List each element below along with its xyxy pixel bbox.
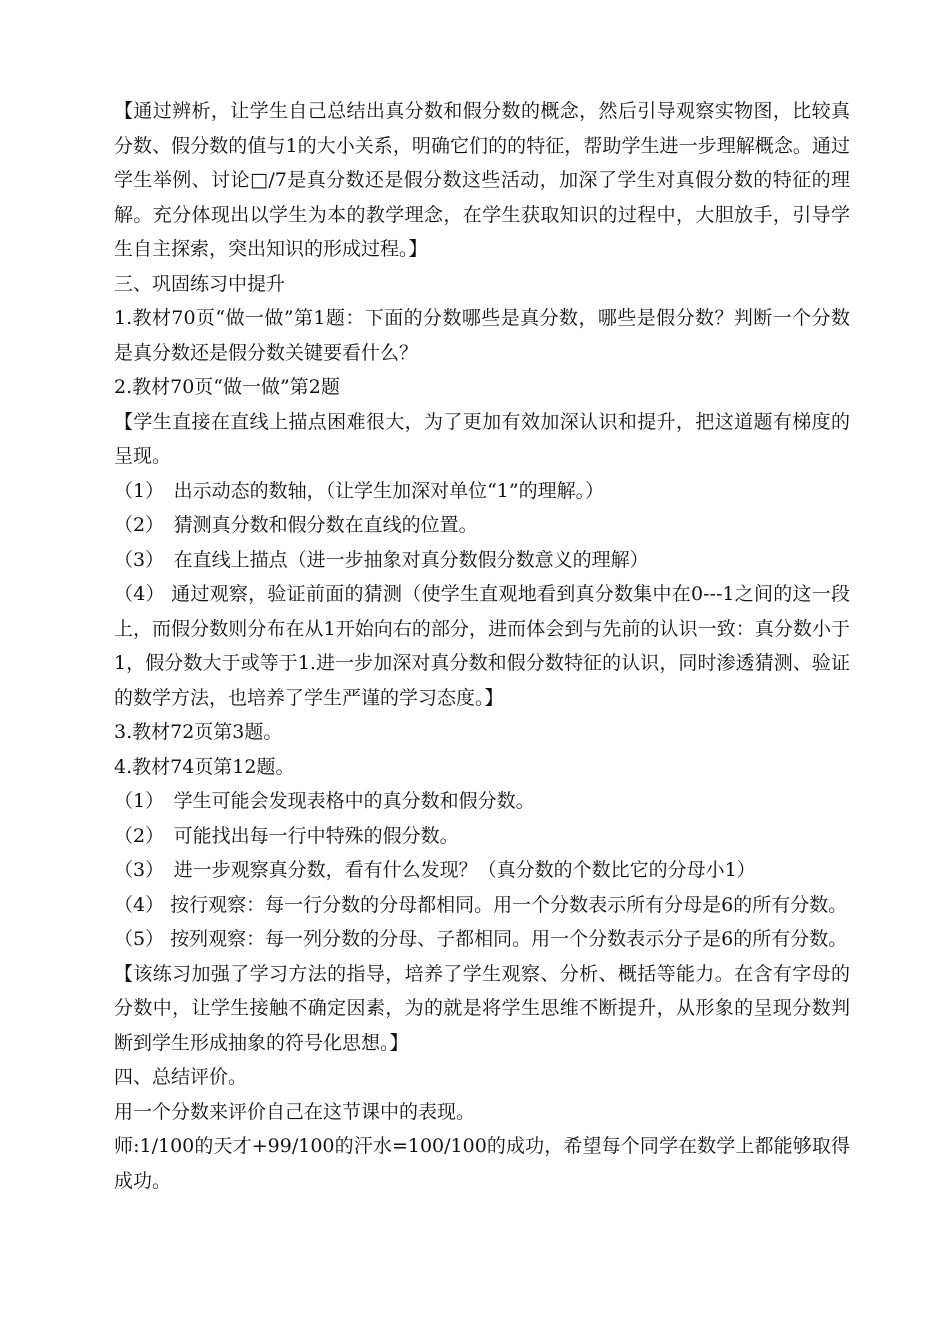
table-sub-item-4: （4） 按行观察：每一行分数的分母都相同。用一个分数表示所有分母是6的所有分数。 [114, 893, 848, 916]
section-heading-summary: 四、总结评价。 [114, 1066, 248, 1088]
paragraph-analysis-summary: 【通过辨析，让学生自己总结出真分数和假分数的概念，然后引导观察实物图，比较真分数、假分数的值与1的大小关系，明确它们的的特征，帮助学生进一步理解概念。通过学生举例、讨论□/7是真分数还是假分数这些活动，加深了学生对真假分数的特征的理解。充分体现出以学生为本的教学理念，在学生获取知识的过程中，大胆放手，引导学生自主探索，突出知识的形成过程。】 [114, 100, 850, 260]
document-body [114, 94, 850, 1198]
table-sub-item-3: （3） 进一步观察真分数，看有什么发现？（真分数的个数比它的分母小1） [114, 859, 756, 881]
table-sub-item-2: （2） 可能找出每一行中特殊的假分数。 [114, 824, 459, 847]
sub-item-1: （1） 出示动态的数轴，（让学生加深对单位“1”的理解。） [114, 479, 605, 502]
exercise-item-1: 1.教材70页“做一做”第1题：下面的分数哪些是真分数，哪些是假分数？判断一个分数是真分数还是假分数关键要看什么？ [114, 307, 850, 364]
table-sub-item-1: （1） 学生可能会发现表格中的真分数和假分数。 [114, 790, 535, 812]
sub-item-2: （2） 猜测真分数和假分数在直线的位置。 [114, 514, 478, 536]
sub-item-3: （3） 在直线上描点（进一步抽象对真分数假分数意义的理解） [114, 548, 649, 571]
paragraph-teacher-closing: 师:1/100的天才+99/100的汗水=100/100的成功，希望每个同学在数学上都能够取得成功。 [114, 1135, 850, 1192]
paragraph-self-evaluation: 用一个分数来评价自己在这节课中的表现。 [114, 1100, 476, 1123]
paragraph-number-line-intro: 【学生直接在直线上描点困难很大，为了更加有效加深认识和提升，把这道题有梯度的呈现。 [114, 410, 850, 467]
exercise-item-4: 4.教材74页第12题。 [114, 755, 295, 778]
paragraph-practice-summary: 【该练习加强了学习方法的指导，培养了学生观察、分析、概括等能力。在含有字母的分数中，让学生接触不确定因素，为的就是将学生思维不断提升，从形象的呈现分数判断到学生形成抽象的符号化思想。】 [114, 962, 850, 1054]
sub-item-4: （4） 通过观察，验证前面的猜测（使学生直观地看到真分数集中在0---1之间的这一段上，而假分数则分布在从1开始向右的部分，进而体会到与先前的认识一致：真分数小于1，假分数大于或等于1.进一步加深对真分数和假分数特征的认识，同时渗透猜测、验证的数学方法，也培养了学生严谨的学习态度。】 [114, 583, 850, 709]
exercise-item-3: 3.教材72页第3题。 [114, 721, 283, 743]
section-heading-practice: 三、巩固练习中提升 [114, 272, 286, 295]
exercise-item-2: 2.教材70页“做一做”第2题 [114, 376, 340, 398]
table-sub-item-5: （5） 按列观察：每一列分数的分母、子都相同。用一个分数表示分子是6的所有分数。 [114, 928, 848, 950]
